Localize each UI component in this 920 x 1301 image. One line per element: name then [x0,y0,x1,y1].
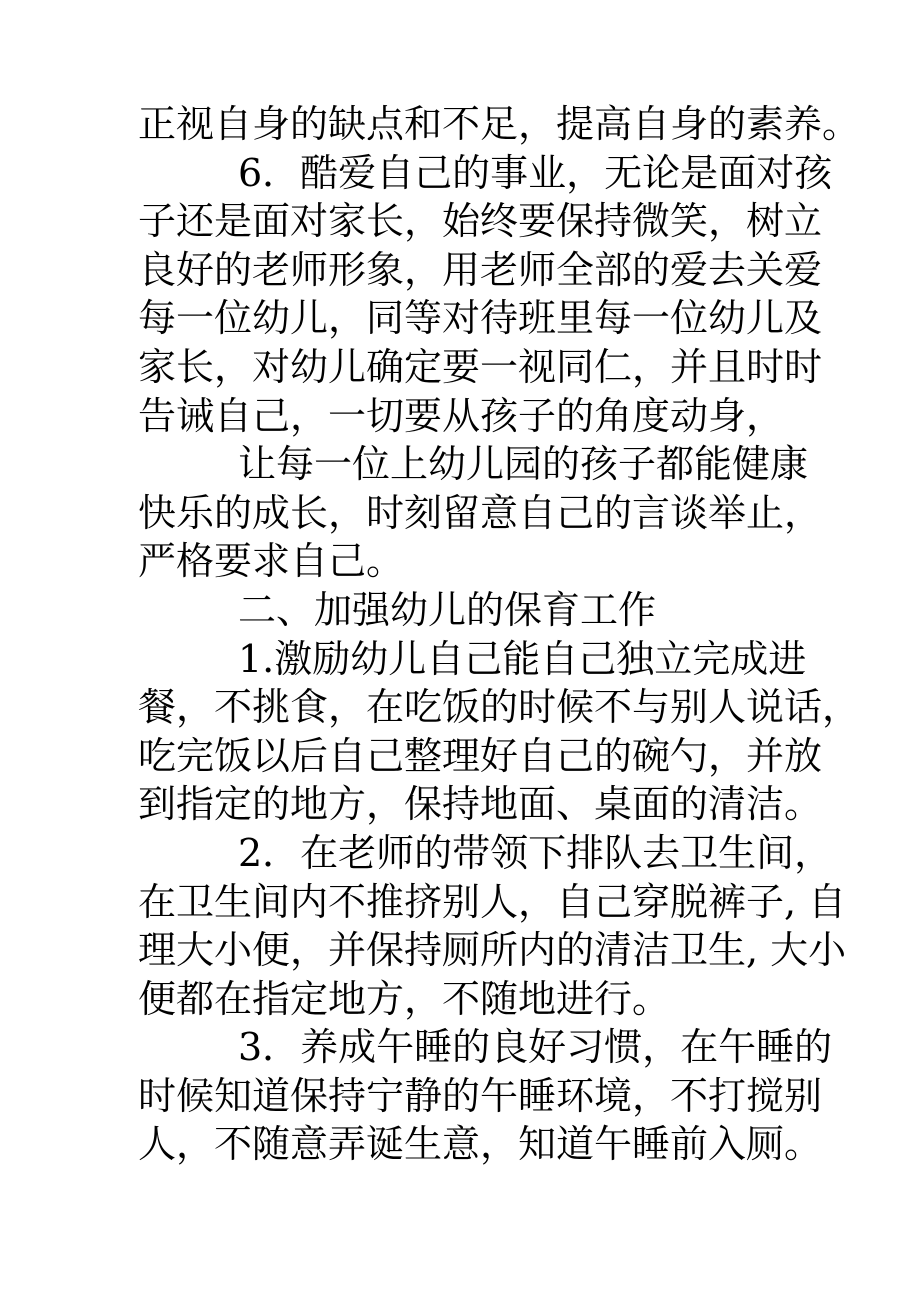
text-line: 快乐的成长，时刻留意自己的言谈举止， [138,490,823,535]
text-line: 每一位幼儿，同等对待班里每一位幼儿及 [138,296,823,341]
section-heading: 二、加强幼儿的保育工作 [238,587,657,632]
text-line: 时候知道保持宁静的午睡环境，不打搅别 [138,1073,823,1118]
text-line: 吃完饭以后自己整理好自己的碗勺，并放 [138,733,823,778]
item-2-start: 2．在老师的带领下排队去卫生间， [238,830,833,875]
text-line: 子还是面对家长，始终要保持微笑，树立 [138,199,823,244]
text-line: 餐，不挑食，在吃饭的时候不与别人说话， [138,685,861,730]
text-line: 严格要求自己。 [138,539,405,584]
item-1-start: 1.激励幼儿自己能自己独立完成进 [238,636,807,681]
text-line: 告诫自己，一切要从孩子的角度动身， [138,393,785,438]
text-line: 正视自身的缺点和不足，提高自身的素养。 [138,102,861,146]
paragraph-start: 让每一位上幼儿园的孩子都能健康 [238,442,809,487]
body-text [138,100,861,1169]
text-line: 便都在指定地方，不随地进行。 [138,976,671,1021]
item-3-start: 3．养成午睡的良好习惯，在午睡的 [238,1025,833,1070]
paragraph-6-start: 6．酷爱自己的事业，无论是面对孩 [238,150,833,195]
text-line: 理大小便，并保持厕所内的清洁卫生, 大小 [138,928,847,973]
text-line: 家长，对幼儿确定要一视同仁，并且时时 [138,344,823,389]
text-line: 人，不随意弄诞生意，知道午睡前入厕。 [138,1122,823,1167]
text-line: 良好的老师形象，用老师全部的爱去关爱 [138,247,823,292]
text-line: 在卫生间内不推挤别人，自己穿脱裤子, 自 [138,879,847,924]
text-line: 到指定的地方，保持地面、桌面的清洁。 [138,782,823,827]
